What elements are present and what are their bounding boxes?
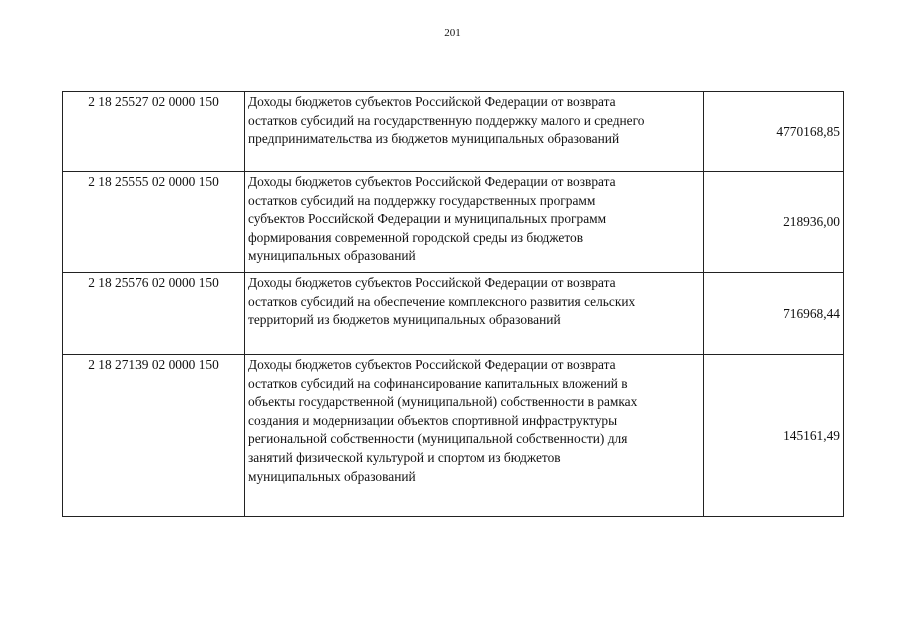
table-row bbox=[63, 172, 844, 273]
budget-code-cell: 2 18 25555 02 0000 150 bbox=[63, 172, 245, 273]
description-line: формирования современной городской среды из бюджетов bbox=[248, 229, 584, 245]
table-row bbox=[63, 273, 844, 355]
budget-code-cell: 2 18 25576 02 0000 150 bbox=[63, 273, 245, 355]
description-line: предпринимательства из бюджетов муниципальных образований bbox=[248, 131, 620, 147]
description-line: остатков субсидий на государственную поддержку малого и среднего bbox=[248, 112, 645, 128]
description-cell bbox=[245, 355, 704, 517]
table-row bbox=[63, 92, 844, 172]
description-line: муниципальных образований bbox=[248, 468, 416, 484]
description-line: Доходы бюджетов субъектов Российской Федерации от возврата bbox=[248, 357, 616, 372]
budget-code-cell: 2 18 27139 02 0000 150 bbox=[63, 355, 245, 517]
description-line: создания и модернизации объектов спортивной инфраструктуры bbox=[248, 412, 618, 428]
description-line: остатков субсидий на софинансирование капитальных вложений в bbox=[248, 375, 628, 391]
description-line: Доходы бюджетов субъектов Российской Федерации от возврата bbox=[248, 275, 616, 290]
description-line: Доходы бюджетов субъектов Российской Федерации от возврата bbox=[248, 94, 616, 109]
amount-cell: 716968,44 bbox=[704, 273, 844, 355]
description-cell bbox=[245, 273, 704, 355]
description-line: занятий физической культурой и спортом из бюджетов bbox=[248, 449, 561, 465]
description-line: региональной собственности (муниципальной собственности) для bbox=[248, 431, 628, 447]
budget-code-cell: 2 18 25527 02 0000 150 bbox=[63, 92, 245, 172]
description-cell bbox=[245, 172, 704, 273]
description-line: объекты государственной (муниципальной) собственности в рамках bbox=[248, 394, 638, 410]
description-line: остатков субсидий на обеспечение комплексного развития сельских bbox=[248, 293, 636, 309]
table-row bbox=[63, 355, 844, 517]
description-cell bbox=[245, 92, 704, 172]
description-line: территорий из бюджетов муниципальных образований bbox=[248, 312, 561, 328]
amount-cell: 218936,00 bbox=[704, 172, 844, 273]
description-line: муниципальных образований bbox=[248, 248, 416, 264]
description-line: субъектов Российской Федерации и муниципальных программ bbox=[248, 211, 607, 227]
amount-cell: 145161,49 bbox=[704, 355, 844, 517]
description-line: Доходы бюджетов субъектов Российской Федерации от возврата bbox=[248, 174, 616, 189]
budget-revenue-table bbox=[62, 91, 844, 517]
description-line: остатков субсидий на поддержку государственных программ bbox=[248, 192, 596, 208]
amount-cell: 4770168,85 bbox=[704, 92, 844, 172]
page-number: 201 bbox=[444, 27, 461, 39]
